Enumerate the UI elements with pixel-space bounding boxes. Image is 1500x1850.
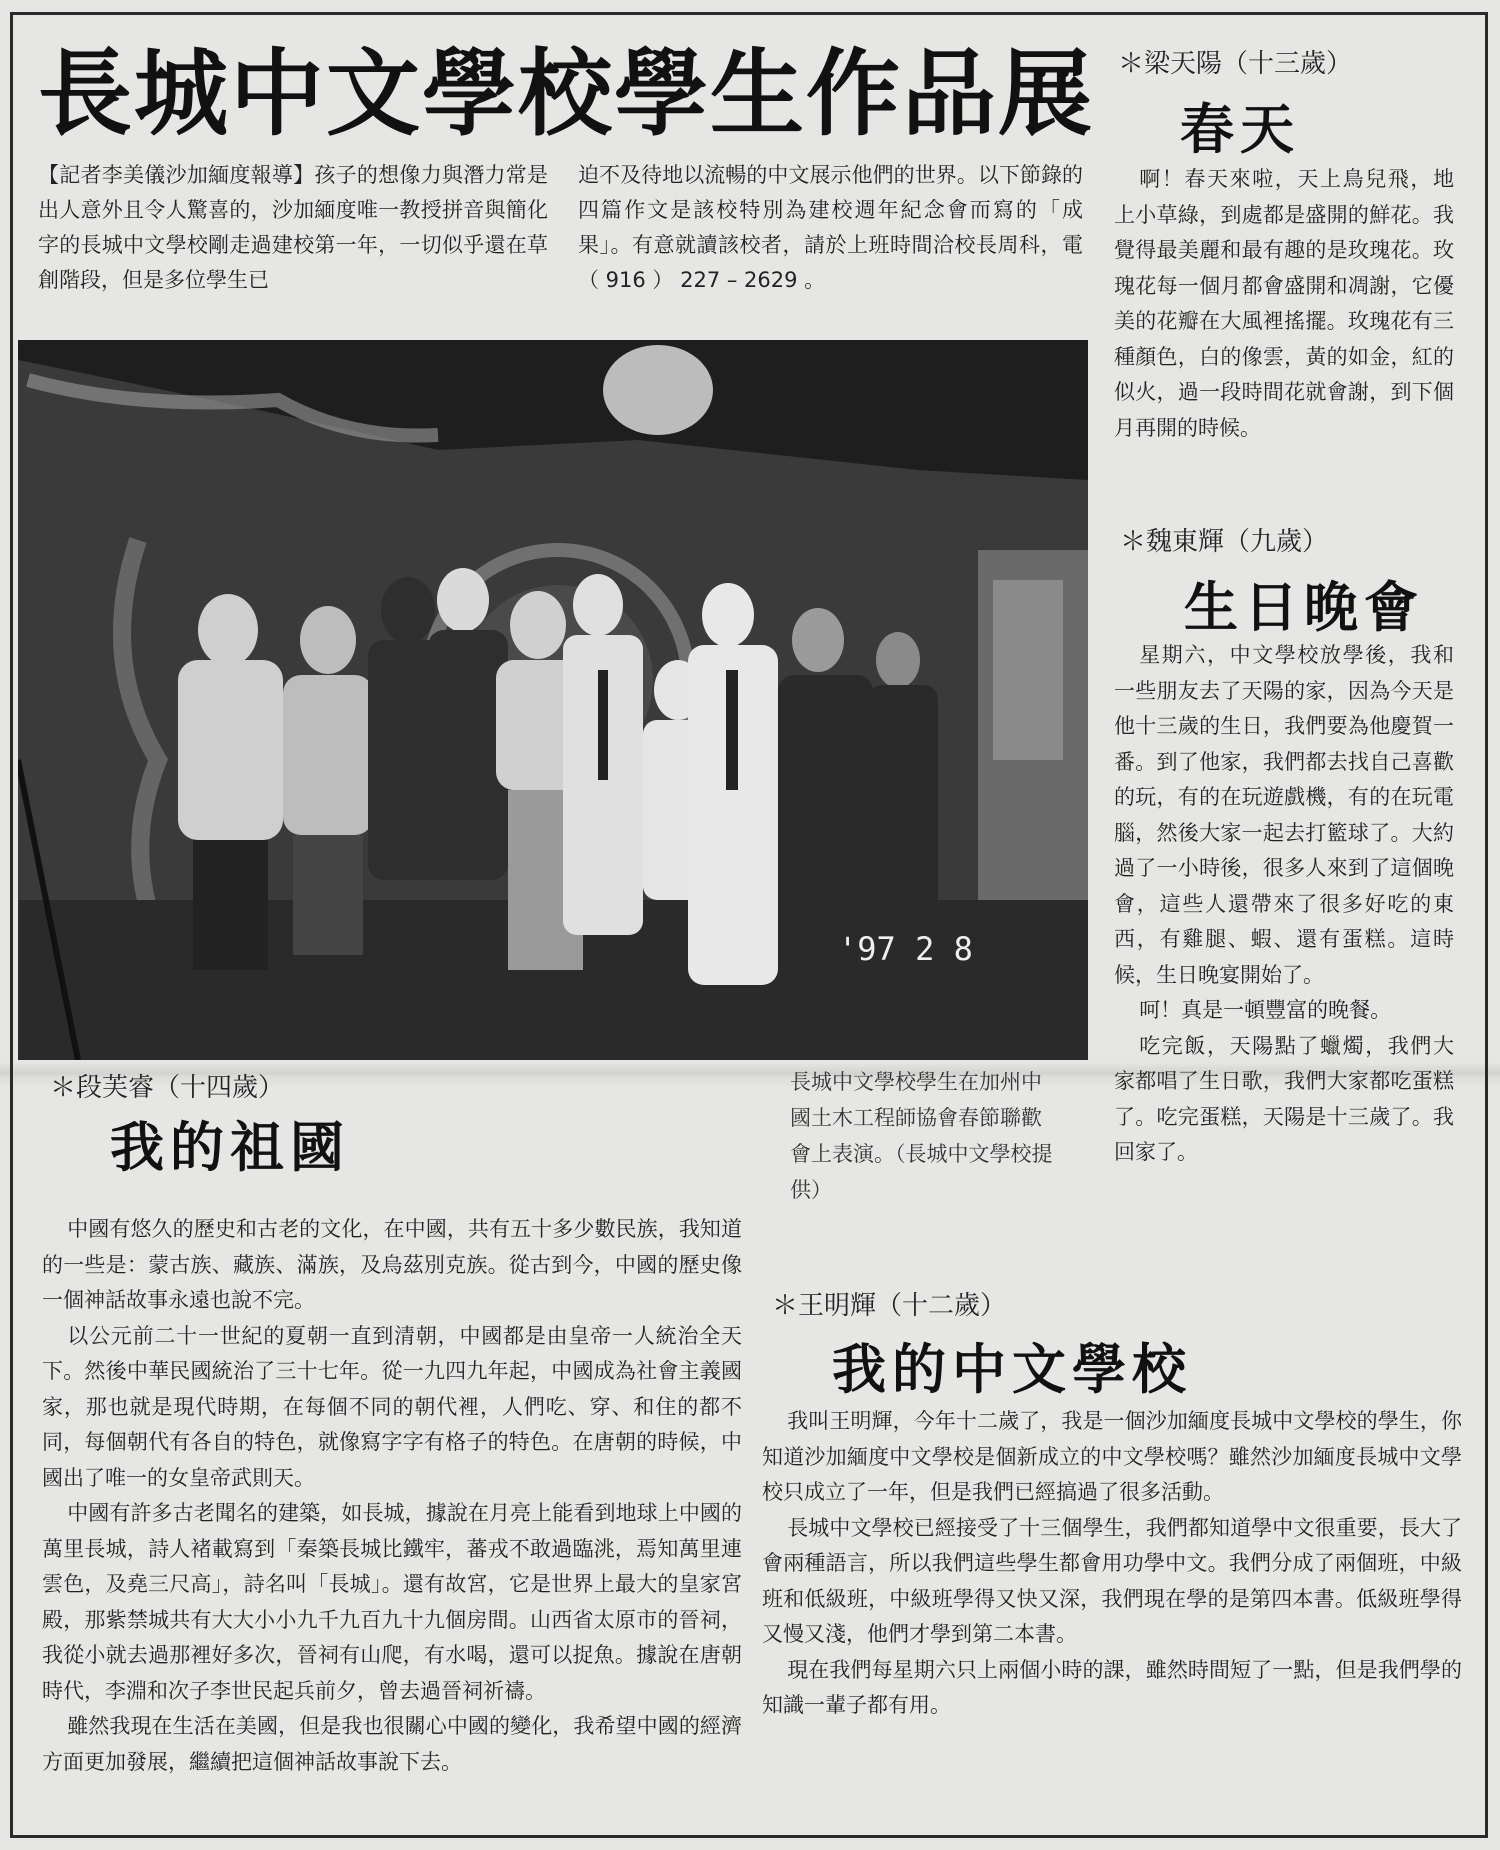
essay-birthday-title: 生日晚會 <box>1184 575 1424 639</box>
essay-paragraph: 現在我們每星期六只上兩個小時的課，雖然時間短了一點，但是我們學的知識一輩子都有用。 <box>762 1657 1462 1717</box>
essay-school-body <box>762 1404 1462 1724</box>
essay-spring-body <box>1114 162 1454 446</box>
essay-paragraph: 長城中文學校已經接受了十三個學生，我們都知道學中文很重要，長大了會兩種語言，所以我們這些學生都會用功學中文。我們分成了兩個班，中級班和低級班，中級班學得又快又深，我們現在學的是第四本書。低級班學得又慢又淺，他們才學到第二本書。 <box>762 1515 1462 1646</box>
essay-paragraph: 中國有悠久的歷史和古老的文化，在中國，共有五十多少數民族，我知道的一些是：蒙古族、藏族、滿族，及烏茲別克族。從古到今，中國的歷史像一個神話故事永遠也說不完。 <box>42 1217 742 1312</box>
essay-paragraph: 星期六，中文學校放學後，我和一些朋友去了天陽的家，因為今天是他十三歲的生日，我們要為他慶賀一番。到了他家，我們都去找自己喜歡的玩，有的在玩遊戲機，有的在玩電腦，然後大家一起去打籃球了。大約過了一小時後，很多人來到了這個晚會，這些人還帶來了很多好吃的東西，有雞腿、蝦、還有蛋糕。這時候，生日晚宴開始了。 <box>1114 643 1454 987</box>
essay-spring-author: ＊梁天陽（十三歲） <box>1118 49 1353 79</box>
essay-paragraph: 呵！真是一頓豐富的晚餐。 <box>1139 998 1392 1022</box>
photo-date-stamp: '97 2 8 <box>838 930 973 968</box>
essay-paragraph: 啊！春天來啦，天上鳥兒飛，地上小草綠，到處都是盛開的鮮花。我覺得最美麗和最有趣的是玫瑰花。玫瑰花每一個月都會盛開和凋謝，它優美的花瓣在大風裡搖擺。玫瑰花有三種顏色，白的像雲，黃的如金，紅的似火，過一段時間花就會謝，到下個月再開的時候。 <box>1114 167 1454 440</box>
essay-school-title: 我的中文學校 <box>832 1337 1192 1401</box>
headline: 長城中文學校學生作品展 <box>38 40 1095 149</box>
essay-motherland-title: 我的祖國 <box>110 1115 350 1179</box>
performance-photo <box>18 340 1088 1060</box>
lede-column-2: 迫不及待地以流暢的中文展示他們的世界。以下節錄的四篇作文是該校特別為建校週年紀念會而寫的「成果」。有意就讀該校者，請於上班時間洽校長周科，電（ 916 ） 227 – 2629 。 <box>578 163 1083 292</box>
essay-motherland-body <box>42 1212 742 1780</box>
essay-paragraph: 以公元前二十一世紀的夏朝一直到清朝，中國都是由皇帝一人統治全天下。然後中華民國統治了三十七年。從一九四九年起，中國成為社會主義國家，那也就是現代時期，在每個不同的朝代裡，人們吃、穿、和住的都不同，每個朝代有各自的特色，就像寫字字有格子的特色。在唐朝的時候，中國出了唯一的女皇帝武則天。 <box>42 1323 742 1490</box>
lede-column-1: 【記者李美儀沙加緬度報導】孩子的想像力與潛力常是出人意外且令人驚喜的，沙加緬度唯一教授拼音與簡化字的長城中文學校剛走過建校第一年，一切似乎還在草創階段，但是多位學生已 <box>38 163 548 292</box>
essay-birthday-author: ＊魏東輝（九歲） <box>1120 527 1329 557</box>
essay-school-author: ＊王明輝（十二歲） <box>772 1291 1007 1321</box>
essay-paragraph: 吃完飯，天陽點了蠟燭，我們大家都唱了生日歌，我們大家都吃蛋糕了。吃完蛋糕，天陽是十三歲了。我回家了。 <box>1114 1033 1454 1164</box>
photo-illustration <box>18 340 1088 1060</box>
essay-spring-title: 春天 <box>1180 97 1300 161</box>
photo-caption: 長城中文學校學生在加州中國土木工程師協會春節聯歡會上表演。（長城中文學校提供） <box>790 1070 1053 1202</box>
essay-paragraph: 我叫王明輝，今年十二歲了，我是一個沙加緬度長城中文學校的學生，你知道沙加緬度中文學校是個新成立的中文學校嗎？雖然沙加緬度長城中文學校只成立了一年，但是我們已經搞過了很多活動。 <box>762 1409 1462 1504</box>
essay-motherland-author: ＊段芙睿（十四歲） <box>50 1073 285 1103</box>
essay-birthday-body <box>1114 638 1454 1171</box>
essay-paragraph: 中國有許多古老聞名的建築，如長城，據說在月亮上能看到地球上中國的萬里長城，詩人褚載寫到「秦築長城比鐵牢，蕃戎不敢過臨洮，焉知萬里連雲色，及堯三尺高」，詩名叫「長城」。還有故宮，它是世界上最大的皇家宮殿，那紫禁城共有大大小小九千九百九十九個房間。山西省太原市的晉祠，我從小就去過那裡好多次，晉祠有山爬，有水喝，還可以捉魚。據說在唐朝時代，李淵和次子李世民起兵前夕，曾去過晉祠祈禱。 <box>42 1501 742 1703</box>
essay-paragraph: 雖然我現在生活在美國，但是我也很關心中國的變化，我希望中國的經濟方面更加發展，繼續把這個神話故事說下去。 <box>42 1714 742 1774</box>
